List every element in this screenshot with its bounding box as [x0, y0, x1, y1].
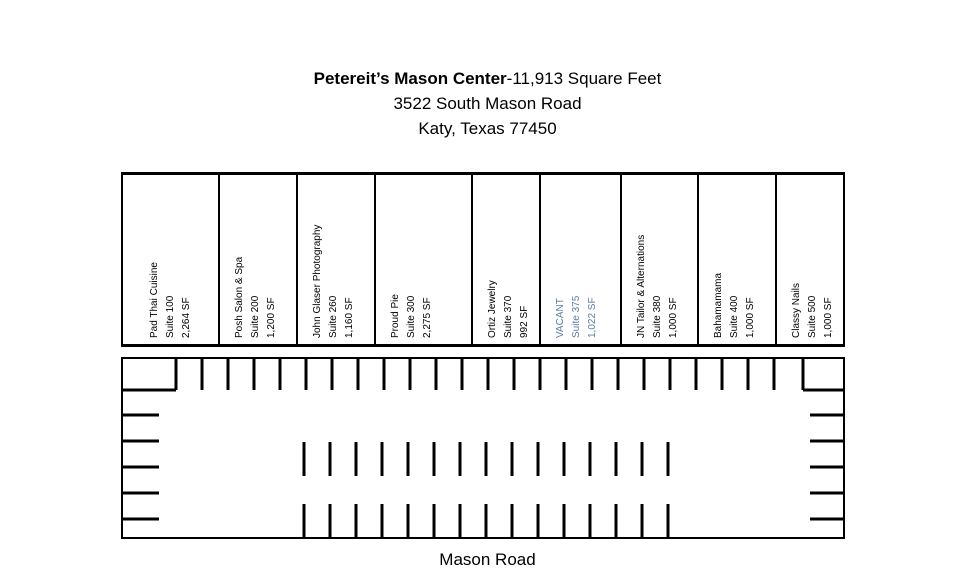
suite-suite: Suite 200: [250, 295, 261, 338]
suite-suite: Suite 375: [571, 295, 582, 338]
suite-name: JN Tailor & Alternations: [636, 234, 647, 338]
suite-area: 1,000 SF: [745, 297, 756, 338]
suite-area: 2,264 SF: [181, 297, 192, 338]
suite-name: VACANT: [555, 298, 566, 338]
suite-area: 1,000 SF: [668, 297, 679, 338]
suite-unit: [123, 175, 218, 344]
city-state-zip: Katy, Texas 77450: [418, 119, 557, 138]
suite-label: [147, 262, 195, 338]
suite-suite: Suite 380: [652, 295, 663, 338]
suite-name: Posh Salon & Spa: [234, 256, 245, 338]
suite-suite: Suite 260: [328, 295, 339, 338]
right-parking-stripes: [810, 415, 843, 519]
suite-name: John Glaser Photography: [312, 224, 323, 338]
parking-stripes: [123, 359, 843, 537]
suite-suite: Suite 100: [165, 295, 176, 338]
center-parking-stripes: [304, 442, 668, 537]
suite-area: 992 SF: [519, 305, 530, 338]
street-address: 3522 South Mason Road: [393, 94, 582, 113]
suite-label: [789, 283, 837, 338]
suite-unit: [775, 175, 843, 344]
suite-label: [553, 296, 601, 338]
suite-name: Classy Nails: [791, 282, 802, 338]
suite-unit: [539, 175, 620, 344]
suite-label: [232, 257, 280, 338]
suite-suite: Suite 300: [406, 295, 417, 338]
suite-label: [634, 235, 682, 338]
building-footprint: [121, 172, 845, 347]
square-footage: -11,913 Square Feet: [506, 69, 662, 88]
suite-area: 1,000 SF: [823, 297, 834, 338]
left-parking-stripes: [123, 415, 159, 519]
suite-area: 2,275 SF: [422, 297, 433, 338]
suite-unit: [218, 175, 296, 344]
suite-label: [485, 280, 533, 338]
road-label: Mason Road: [439, 550, 536, 569]
suite-name: Proud Pie: [390, 294, 401, 338]
suite-suite: Suite 400: [729, 295, 740, 338]
suite-name: Pad Thai Cuisine: [149, 262, 160, 338]
suite-suite: Suite 370: [503, 295, 514, 338]
suite-unit: [471, 175, 539, 344]
suite-name: Ortiz Jewelry: [487, 280, 498, 338]
site-header: [0, 66, 975, 141]
suite-area: 1,160 SF: [344, 297, 355, 338]
suite-area: 1,200 SF: [266, 297, 277, 338]
suite-area: 1,022 SF: [587, 297, 598, 338]
suite-unit: [697, 175, 775, 344]
suite-unit: [374, 175, 471, 344]
suite-name: Bahamamama: [713, 272, 724, 338]
suite-unit: [620, 175, 697, 344]
suite-suite: Suite 500: [807, 295, 818, 338]
parking-lot: [121, 357, 845, 539]
top-parking-stripes: [202, 359, 774, 390]
center-name: Petereit’s Mason Center: [313, 69, 507, 88]
suite-label: [711, 273, 759, 338]
suite-label: [310, 225, 358, 338]
suite-label: [388, 294, 436, 338]
site-title: [0, 66, 975, 91]
suite-unit: [296, 175, 374, 344]
